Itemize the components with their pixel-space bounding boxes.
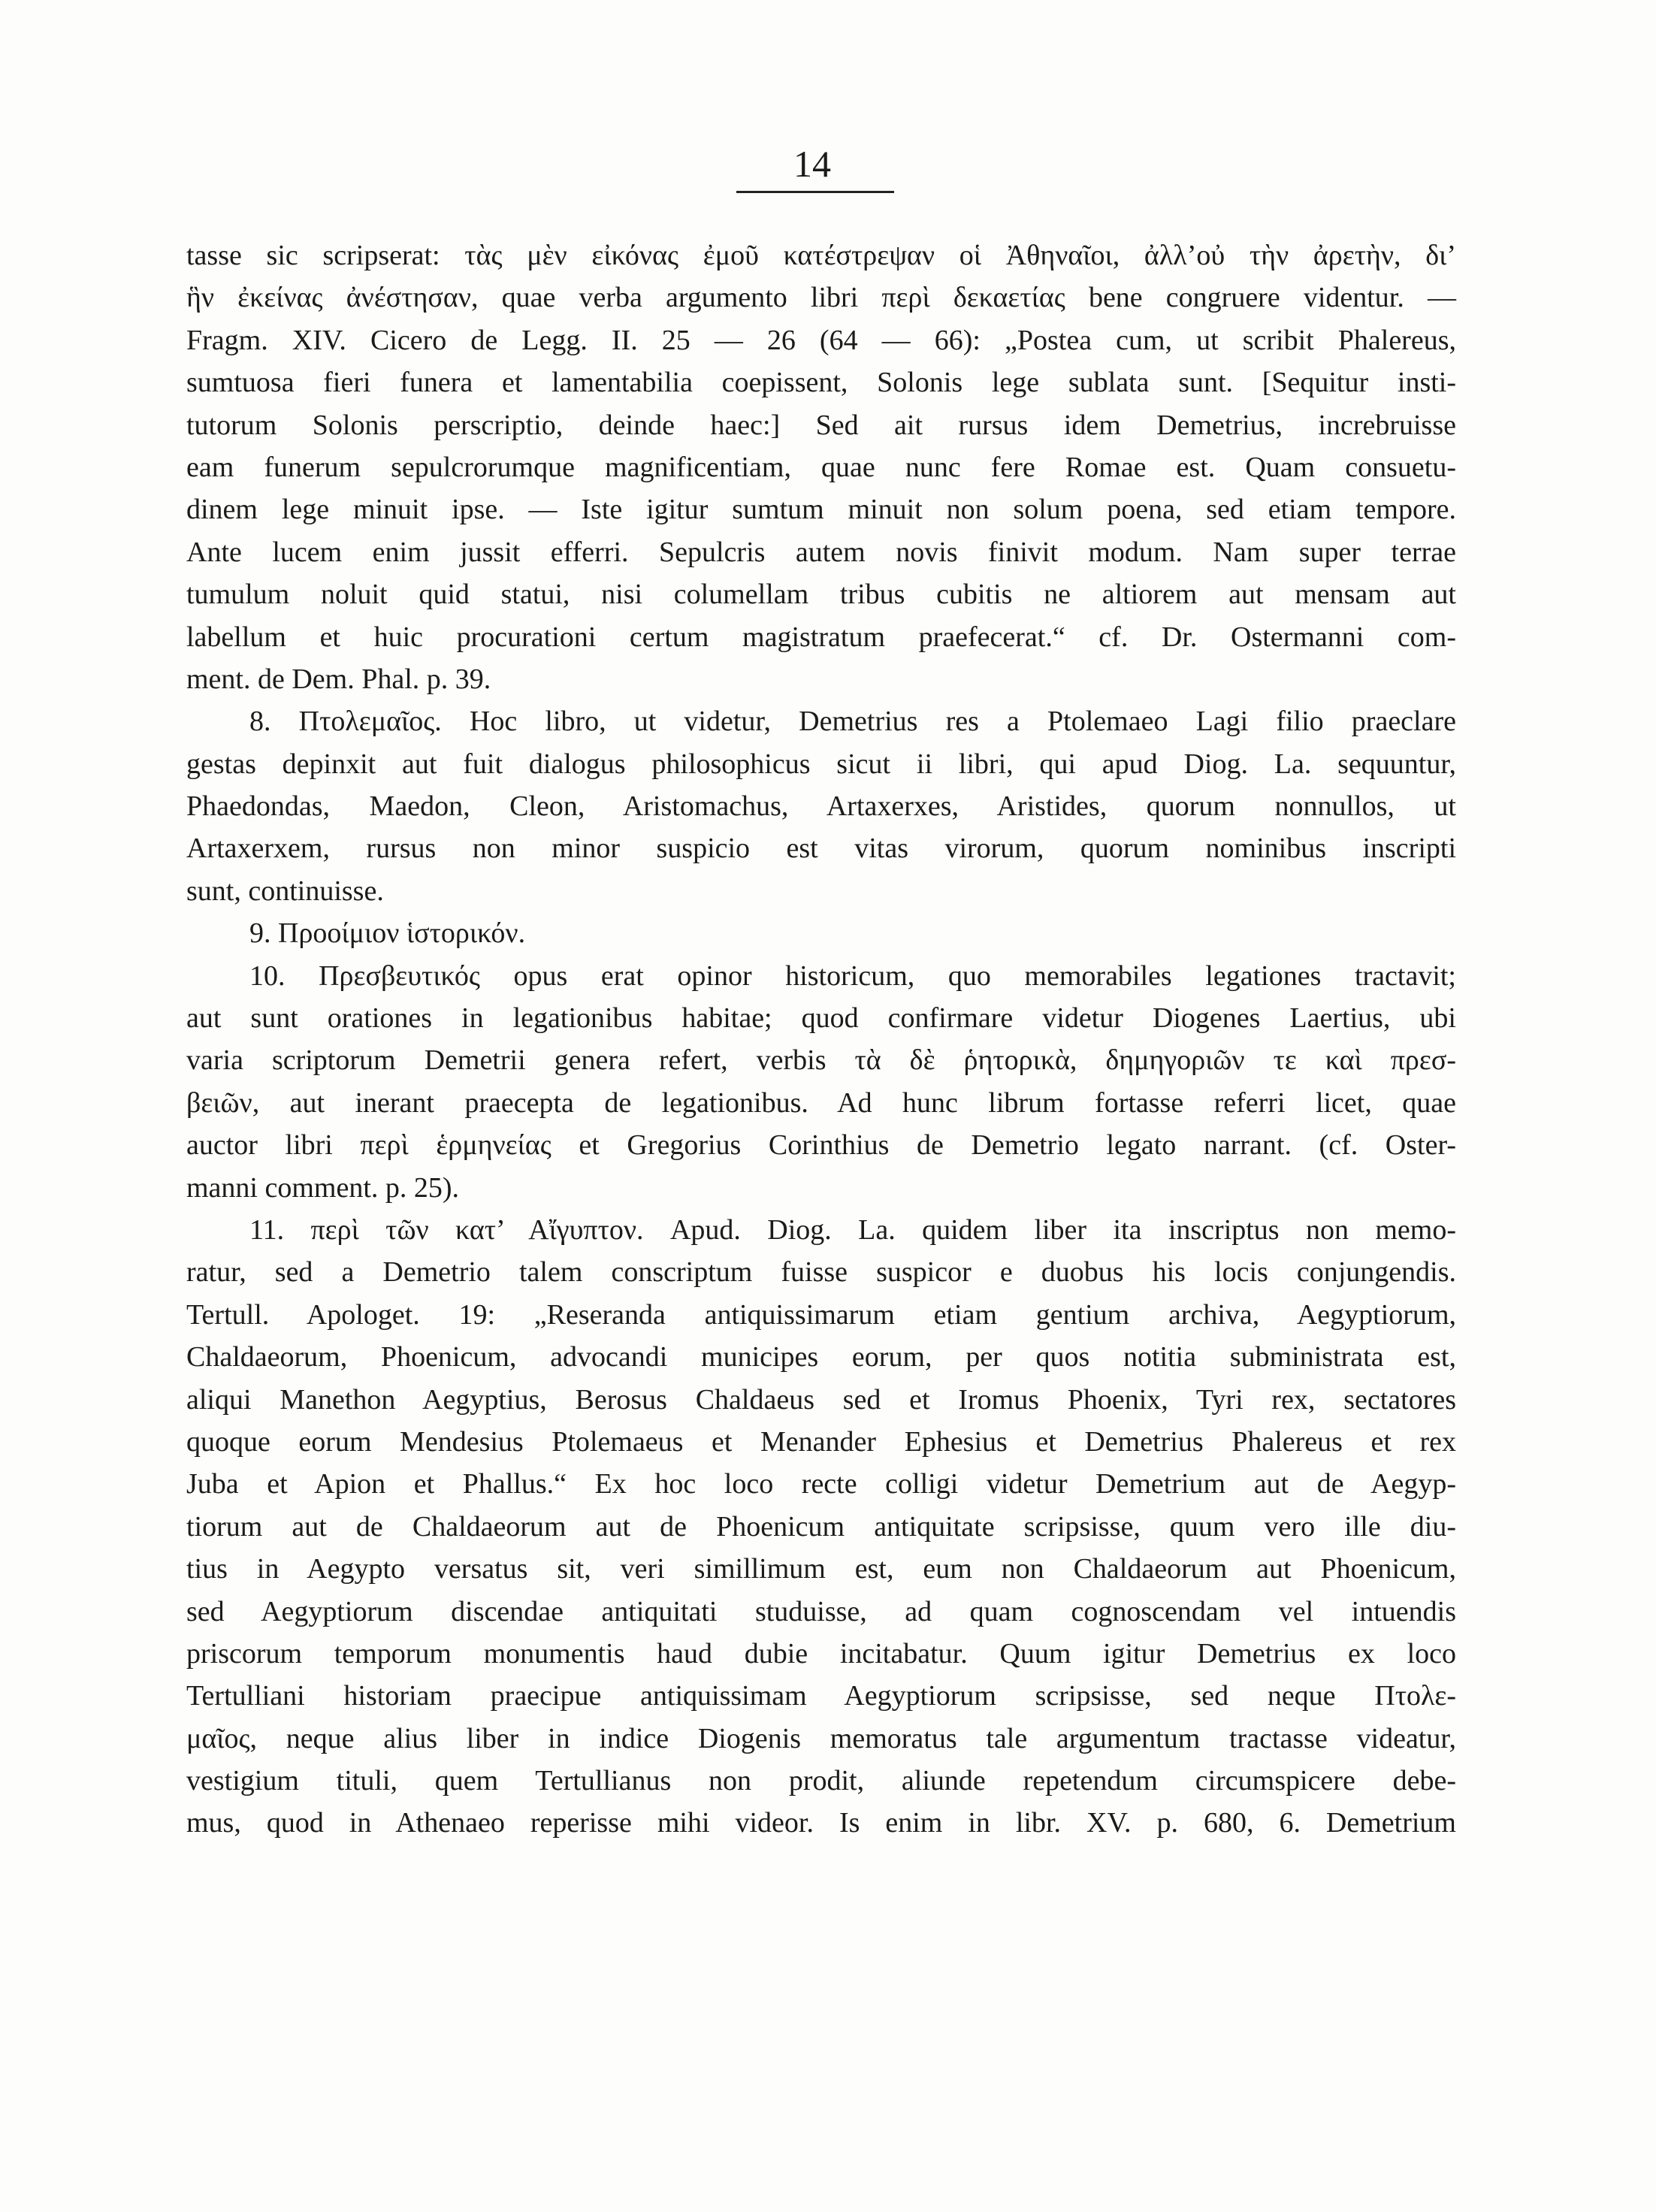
text-line: Phaedondas, Maedon, Cleon, Aristomachus, Artaxerxes, Aristides, quorum nonnullos, ut: [186, 790, 1456, 823]
text-line: Artaxerxem, rursus non minor suspicio est vitas virorum, quorum nominibus inscripti: [186, 833, 1456, 865]
text-line: sed Aegyptiorum discendae antiquitati studuisse, ad quam cognoscendam vel intuendis: [186, 1595, 1456, 1627]
text-line: βειῶν, aut inerant praecepta de legationibus. Ad hunc librum fortasse referri licet, quae: [186, 1086, 1456, 1119]
text-line: aliqui Manethon Aegyptius, Berosus Chaldaeus sed et Iromus Phoenix, Tyri rex, sectatores: [186, 1383, 1456, 1416]
page-number: 14: [793, 143, 831, 185]
header-rule: [736, 191, 894, 193]
text-line: auctor libri περὶ ἑρμηνείας et Gregorius Corinthius de Demetrio legato narrant. (cf. Oster-: [186, 1129, 1456, 1162]
text-line: ratur, sed a Demetrio talem conscriptum fuisse suspicor e duobus his locis conjungendis.: [186, 1256, 1456, 1289]
text-line: 9. Προοίμιον ἱστορικόν.: [249, 917, 526, 950]
text-line: ment. de Dem. Phal. p. 39.: [186, 663, 491, 695]
text-line: Ante lucem enim jussit efferri. Sepulcris autem novis finivit modum. Nam super terrae: [186, 536, 1456, 568]
text-line: ἣν ἐκείνας ἀνέστησαν, quae verba argumento libri περὶ δεκαετίας bene congruere videntur. —: [186, 282, 1456, 314]
text-line: vestigium tituli, quem Tertullianus non prodit, aliunde repetendum circumspicere debe-: [186, 1765, 1456, 1797]
text-line: quoque eorum Mendesius Ptolemaeus et Menander Ephesius et Demetrius Phalereus et rex: [186, 1425, 1456, 1458]
text-line: dinem lege minuit ipse. — Iste igitur sumtum minuit non solum poena, sed etiam tempore.: [186, 494, 1456, 526]
text-line: manni comment. p. 25).: [186, 1171, 460, 1204]
text-body: [186, 234, 1456, 1845]
text-line: sunt, continuisse.: [186, 875, 384, 907]
text-line: labellum et huic procurationi certum magistratum praefecerat.“ cf. Dr. Ostermanni com-: [186, 621, 1456, 653]
text-line: priscorum temporum monumentis haud dubie incitabatur. Quum igitur Demetrius ex loco: [186, 1637, 1456, 1670]
text-line: tasse sic scripserat: τὰς μὲν εἰκόνας ἐμοῦ κατέστρεψαν οἱ Ἀθηναῖοι, ἀλλ’οὐ τὴν ἀρετὴν, δι’: [186, 240, 1456, 271]
text-line: eam funerum sepulcrorumque magnificentiam, quae nunc fere Romae est. Quam consuetu-: [186, 451, 1456, 483]
text-line: tutorum Solonis perscriptio, deinde haec:] Sed ait rursus idem Demetrius, increbruisse: [186, 409, 1456, 441]
text-line: Fragm. XIV. Cicero de Legg. II. 25 — 26 (64 — 66): „Postea cum, ut scribit Phalereus,: [186, 324, 1456, 356]
text-line: Tertull. Apologet. 19: „Reseranda antiquissimarum etiam gentium archiva, Aegyptiorum,: [186, 1298, 1456, 1331]
text-line: aut sunt orationes in legationibus habitae; quod confirmare videtur Diogenes Laertius, ubi: [186, 1002, 1456, 1035]
text-line: tiorum aut de Chaldaeorum aut de Phoenicum antiquitate scripsisse, quum vero ille diu-: [186, 1510, 1456, 1543]
text-line: tius in Aegypto versatus sit, veri simillimum est, eum non Chaldaeorum aut Phoenicum,: [186, 1553, 1456, 1585]
text-line: mus, quod in Athenaeo reperisse mihi videor. Is enim in libr. XV. p. 680, 6. Demetrium: [186, 1807, 1456, 1839]
text-line: Tertulliani historiam praecipue antiquissimam Aegyptiorum scripsisse, sed neque Πτολε-: [186, 1680, 1456, 1712]
text-line: 8. Πτολεμαῖος. Hoc libro, ut videtur, Demetrius res a Ptolemaeo Lagi filio praeclare: [249, 706, 1456, 738]
text-line: varia scriptorum Demetrii genera refert, verbis τὰ δὲ ῥητορικὰ, δημηγοριῶν τε καὶ πρεσ-: [186, 1044, 1456, 1077]
text-line: Chaldaeorum, Phoenicum, advocandi municipes eorum, per quos notitia subministrata est,: [186, 1341, 1456, 1373]
text-line: tumulum noluit quid statui, nisi columellam tribus cubitis ne altiorem aut mensam aut: [186, 579, 1456, 611]
text-line: Juba et Apion et Phallus.“ Ex hoc loco recte colligi videtur Demetrium aut de Aegyp-: [186, 1468, 1456, 1500]
text-line: 10. Πρεσβευτικός opus erat opinor historicum, quo memorabiles legationes tractavit;: [249, 959, 1456, 992]
text-line: 11. περὶ τῶν κατ’ Αἴγυπτον. Apud. Diog. La. quidem liber ita inscriptus non memo-: [249, 1213, 1456, 1246]
text-line: sumtuosa fieri funera et lamentabilia coepissent, Solonis lege sublata sunt. [Sequitur insti-: [186, 367, 1456, 399]
text-line: gestas depinxit aut fuit dialogus philosophicus sicut ii libri, qui apud Diog. La. sequuntur,: [186, 748, 1456, 780]
text-line: μαῖος, neque alius liber in indice Diogenis memoratus tale argumentum tractasse videatur,: [186, 1722, 1456, 1754]
